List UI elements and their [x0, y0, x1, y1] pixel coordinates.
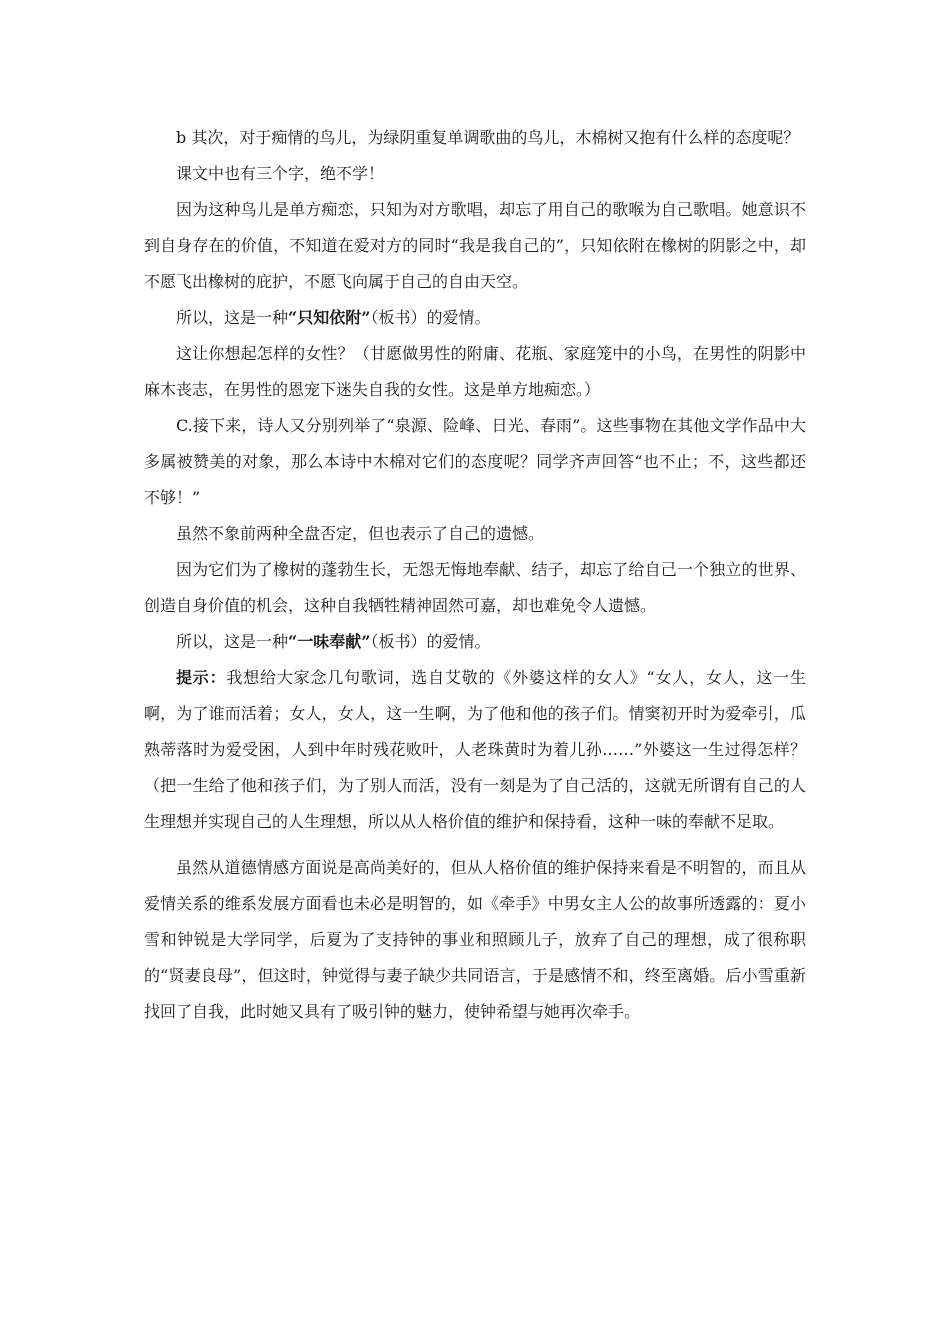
paragraph-regret: 虽然不象前两种全盘否定，但也表示了自己的遗憾。: [176, 524, 545, 543]
hint-text: 我想给大家念几句歌词，选自艾敬的《外婆这样的女人》“女人，女人，这一生啊，为了谁而活着；女人，女人，这一生啊，为了他和他的孩子们。情窦初开时为爱牵引，瓜熟蒂落时为爱受困，人到中年时残花败叶，人老珠黄时为着儿孙……”外婆这一生过得怎样？（把一生给了他和孩子们，为了别人而活，没有一刻是为了自己活的，这就无所谓有自己的人生理想并实现自己的人生理想，所以从人格价值的维护和保持看，这种一味的奉献不足取。: [144, 668, 806, 831]
keyword-devotion: “一味奉献”: [288, 632, 371, 651]
hint-label: 提示：: [176, 668, 227, 687]
paragraph-dependence-summary: [144, 300, 806, 336]
paragraph-qianshou-example: 虽然从道德情感方面说是高尚美好的，但从人格价值的维护保持来看是不明智的，而且从爱情关系的维系发展方面看也未必是明智的，如《牵手》中男女主人公的故事所透露的：夏小雪和钟锐是大学同学，后夏为了支持钟的事业和照顾儿子，放弃了自己的理想，成了很称职的“贤妻良母”，但这时，钟觉得与妻子缺少共同语言，于是感情不和，终至离婚。后小雪重新找回了自我，此时她又具有了吸引钟的魅力，使钟希望与她再次牵手。: [144, 858, 806, 1021]
paragraph-sacrifice: 因为它们为了橡树的蓬勃生长，无怨无悔地奉献、结子，却忘了给自己一个独立的世界、创造自身价值的机会，这种自我牺牲精神固然可嘉，却也难免令人遗憾。: [144, 560, 806, 615]
document-body: [144, 120, 806, 1030]
summary-prefix: 所以，这是一种: [176, 308, 289, 327]
keyword-dependence: “只知依附”: [288, 308, 371, 327]
paragraph-devotion-summary: [144, 624, 806, 660]
summary-suffix: （板书）的爱情。: [370, 308, 491, 327]
paragraph-never-learn: 课文中也有三个字，绝不学！: [176, 164, 385, 183]
paragraph-women-question: 这让你想起怎样的女性？（甘愿做男性的附庸、花瓶、家庭笼中的小鸟，在男性的阴影中麻木丧志，在男性的恩宠下迷失自我的女性。这是单方地痴恋。）: [144, 344, 806, 399]
summary-suffix: （板书）的爱情。: [370, 632, 491, 651]
paragraph-bird-question: b 其次，对于痴情的鸟儿，为绿阴重复单调歌曲的鸟儿，木棉树又抱有什么样的态度呢？: [176, 128, 800, 147]
summary-prefix: 所以，这是一种: [176, 632, 289, 651]
paragraph-bird-explanation: 因为这种鸟儿是单方痴恋，只知为对方歌唱，却忘了用自己的歌喉为自己歌唱。她意识不到自身存在的价值，不知道在爱对方的同时“我是我自己的”，只知依附在橡树的阴影之中，却不愿飞出橡树的庇护，不愿飞向属于自己的自由天空。: [144, 200, 806, 291]
paragraph-c-section: C.接下来，诗人又分别列举了“泉源、险峰、日光、春雨”。这些事物在其他文学作品中大多属被赞美的对象，那么本诗中木棉对它们的态度呢？同学齐声回答“也不止；不，这些都还不够！”: [144, 416, 806, 507]
paragraph-hint: [144, 660, 806, 840]
